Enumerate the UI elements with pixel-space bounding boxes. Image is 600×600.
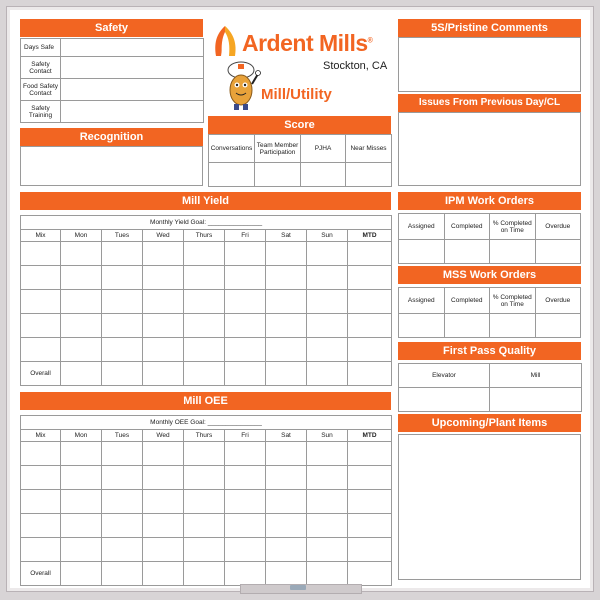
entry-cell[interactable] bbox=[184, 242, 225, 266]
monthly-goal-label[interactable]: Monthly OEE Goal: _______________ bbox=[21, 416, 392, 430]
entry-cell[interactable] bbox=[21, 266, 61, 290]
overall-cell[interactable] bbox=[102, 562, 143, 586]
fpq-column-header: Elevator bbox=[399, 364, 490, 388]
overall-cell[interactable] bbox=[61, 362, 102, 386]
day-column-header: Wed bbox=[143, 230, 184, 242]
entry-cell[interactable] bbox=[184, 538, 225, 562]
board-title: Mill/Utility bbox=[261, 86, 332, 103]
work-order-cell[interactable] bbox=[444, 314, 490, 338]
entry-cell[interactable] bbox=[266, 466, 307, 490]
entry-cell[interactable] bbox=[184, 338, 225, 362]
ipm-header: IPM Work Orders bbox=[398, 192, 581, 210]
entry-cell[interactable] bbox=[61, 538, 102, 562]
overall-cell[interactable] bbox=[266, 362, 307, 386]
work-order-column-header: Completed bbox=[444, 214, 490, 240]
entry-cell[interactable] bbox=[348, 290, 392, 314]
overall-cell[interactable] bbox=[348, 362, 392, 386]
entry-cell[interactable] bbox=[225, 490, 266, 514]
mill-oee-header: Mill OEE bbox=[20, 392, 391, 410]
fpq-cell[interactable] bbox=[399, 388, 490, 412]
work-order-column-header: Assigned bbox=[399, 288, 445, 314]
entry-cell[interactable] bbox=[348, 466, 392, 490]
entry-cell[interactable] bbox=[143, 466, 184, 490]
entry-cell[interactable] bbox=[307, 290, 348, 314]
entry-cell[interactable] bbox=[348, 266, 392, 290]
entry-cell[interactable] bbox=[61, 314, 102, 338]
recognition-box[interactable] bbox=[20, 146, 203, 186]
entry-cell[interactable] bbox=[307, 314, 348, 338]
fpq-column-header: Mill bbox=[490, 364, 582, 388]
overall-label: Overall bbox=[21, 562, 61, 586]
monthly-goal-label[interactable]: Monthly Yield Goal: _______________ bbox=[21, 216, 392, 230]
day-column-header: Wed bbox=[143, 430, 184, 442]
entry-cell[interactable] bbox=[348, 314, 392, 338]
entry-cell[interactable] bbox=[307, 466, 348, 490]
entry-cell[interactable] bbox=[225, 466, 266, 490]
entry-cell[interactable] bbox=[102, 490, 143, 514]
entry-cell[interactable] bbox=[307, 266, 348, 290]
entry-cell[interactable] bbox=[143, 338, 184, 362]
work-order-column-header: Overdue bbox=[535, 214, 581, 240]
entry-cell[interactable] bbox=[143, 538, 184, 562]
entry-cell[interactable] bbox=[184, 466, 225, 490]
overall-cell[interactable] bbox=[143, 362, 184, 386]
mill-oee-table bbox=[20, 415, 392, 586]
entry-cell[interactable] bbox=[21, 442, 61, 466]
entry-cell[interactable] bbox=[61, 490, 102, 514]
work-order-cell[interactable] bbox=[399, 240, 445, 264]
entry-cell[interactable] bbox=[225, 242, 266, 266]
entry-cell[interactable] bbox=[266, 338, 307, 362]
work-order-cell[interactable] bbox=[490, 240, 536, 264]
entry-cell[interactable] bbox=[61, 442, 102, 466]
score-cell[interactable] bbox=[255, 163, 301, 187]
day-column-header: Mon bbox=[61, 430, 102, 442]
entry-cell[interactable] bbox=[266, 314, 307, 338]
entry-cell[interactable] bbox=[307, 338, 348, 362]
overall-cell[interactable] bbox=[225, 362, 266, 386]
work-order-column-header: % Completed on Time bbox=[490, 288, 536, 314]
overall-cell[interactable] bbox=[348, 562, 392, 586]
entry-cell[interactable] bbox=[102, 338, 143, 362]
mss-table bbox=[398, 287, 581, 338]
marker-icon[interactable] bbox=[290, 585, 306, 590]
fpq-header: First Pass Quality bbox=[398, 342, 581, 360]
entry-cell[interactable] bbox=[266, 538, 307, 562]
table-row bbox=[21, 290, 392, 314]
entry-cell[interactable] bbox=[143, 266, 184, 290]
day-column-header: Mix bbox=[21, 430, 61, 442]
entry-cell[interactable] bbox=[21, 466, 61, 490]
work-order-column-header: Overdue bbox=[535, 288, 581, 314]
safety-row-label: Days Safe bbox=[21, 39, 61, 57]
score-header: Score bbox=[208, 116, 391, 134]
entry-cell[interactable] bbox=[266, 442, 307, 466]
logo-area bbox=[206, 20, 391, 110]
entry-cell[interactable] bbox=[225, 314, 266, 338]
day-column-header: Fri bbox=[225, 230, 266, 242]
ipm-table bbox=[398, 213, 581, 264]
day-column-header: Thurs bbox=[184, 230, 225, 242]
entry-cell[interactable] bbox=[184, 490, 225, 514]
day-column-header: Sat bbox=[266, 430, 307, 442]
entry-cell[interactable] bbox=[307, 442, 348, 466]
day-column-header: Sun bbox=[307, 430, 348, 442]
comments-5s-box[interactable] bbox=[398, 37, 581, 92]
score-column-header: Team Member Participation bbox=[255, 135, 301, 163]
overall-cell[interactable] bbox=[307, 562, 348, 586]
safety-value-cell[interactable] bbox=[61, 101, 204, 123]
entry-cell[interactable] bbox=[225, 514, 266, 538]
brand-name: Ardent Mills® bbox=[242, 30, 373, 56]
mill-yield-table bbox=[20, 215, 392, 386]
safety-row-label: Food Safety Contact bbox=[21, 79, 61, 101]
entry-cell[interactable] bbox=[102, 514, 143, 538]
mss-header: MSS Work Orders bbox=[398, 266, 581, 284]
entry-cell[interactable] bbox=[307, 538, 348, 562]
entry-cell[interactable] bbox=[184, 266, 225, 290]
entry-cell[interactable] bbox=[143, 490, 184, 514]
entry-cell[interactable] bbox=[102, 314, 143, 338]
table-row bbox=[21, 514, 392, 538]
upcoming-box[interactable] bbox=[398, 434, 581, 580]
entry-cell[interactable] bbox=[21, 514, 61, 538]
entry-cell[interactable] bbox=[21, 314, 61, 338]
score-column-header: Near Misses bbox=[346, 135, 392, 163]
day-column-header: Tues bbox=[102, 430, 143, 442]
table-row bbox=[21, 490, 392, 514]
safety-value-cell[interactable] bbox=[61, 79, 204, 101]
entry-cell[interactable] bbox=[61, 466, 102, 490]
entry-cell[interactable] bbox=[225, 290, 266, 314]
table-row bbox=[21, 266, 392, 290]
issues-box[interactable] bbox=[398, 112, 581, 186]
score-column-header: PJHA bbox=[301, 135, 346, 163]
overall-cell[interactable] bbox=[184, 362, 225, 386]
overall-label: Overall bbox=[21, 362, 61, 386]
table-row bbox=[21, 338, 392, 362]
entry-cell[interactable] bbox=[102, 266, 143, 290]
entry-cell[interactable] bbox=[61, 242, 102, 266]
table-row bbox=[21, 242, 392, 266]
entry-cell[interactable] bbox=[266, 290, 307, 314]
entry-cell[interactable] bbox=[21, 290, 61, 314]
comments-5s-header: 5S/Pristine Comments bbox=[398, 19, 581, 37]
day-column-header: Sun bbox=[307, 230, 348, 242]
entry-cell[interactable] bbox=[225, 266, 266, 290]
work-order-cell[interactable] bbox=[490, 314, 536, 338]
entry-cell[interactable] bbox=[61, 290, 102, 314]
entry-cell[interactable] bbox=[307, 490, 348, 514]
day-column-header: MTD bbox=[348, 430, 392, 442]
entry-cell[interactable] bbox=[307, 242, 348, 266]
entry-cell[interactable] bbox=[21, 538, 61, 562]
work-order-cell[interactable] bbox=[535, 240, 581, 264]
entry-cell[interactable] bbox=[61, 266, 102, 290]
table-row bbox=[21, 314, 392, 338]
entry-cell[interactable] bbox=[225, 442, 266, 466]
entry-cell[interactable] bbox=[61, 338, 102, 362]
work-order-cell[interactable] bbox=[399, 314, 445, 338]
location-label: Stockton, CA bbox=[323, 60, 388, 72]
entry-cell[interactable] bbox=[143, 314, 184, 338]
safety-row-label: Safety Training bbox=[21, 101, 61, 123]
entry-cell[interactable] bbox=[225, 538, 266, 562]
fpq-table bbox=[398, 363, 582, 412]
entry-cell[interactable] bbox=[102, 242, 143, 266]
entry-cell[interactable] bbox=[184, 314, 225, 338]
entry-cell[interactable] bbox=[21, 490, 61, 514]
overall-cell[interactable] bbox=[143, 562, 184, 586]
entry-cell[interactable] bbox=[143, 242, 184, 266]
entry-cell[interactable] bbox=[102, 290, 143, 314]
score-cell[interactable] bbox=[209, 163, 255, 187]
entry-cell[interactable] bbox=[102, 466, 143, 490]
entry-cell[interactable] bbox=[266, 490, 307, 514]
entry-cell[interactable] bbox=[184, 514, 225, 538]
day-column-header: Thurs bbox=[184, 430, 225, 442]
entry-cell[interactable] bbox=[143, 514, 184, 538]
issues-header: Issues From Previous Day/CL bbox=[398, 94, 581, 112]
overall-cell[interactable] bbox=[307, 362, 348, 386]
day-column-header: Fri bbox=[225, 430, 266, 442]
work-order-cell[interactable] bbox=[444, 240, 490, 264]
day-column-header: Tues bbox=[102, 230, 143, 242]
day-column-header: Mix bbox=[21, 230, 61, 242]
day-column-header: MTD bbox=[348, 230, 392, 242]
mill-yield-header: Mill Yield bbox=[20, 192, 391, 210]
score-cell[interactable] bbox=[301, 163, 346, 187]
entry-cell[interactable] bbox=[143, 442, 184, 466]
entry-cell[interactable] bbox=[21, 242, 61, 266]
day-column-header: Sat bbox=[266, 230, 307, 242]
mascot-icon bbox=[220, 60, 262, 112]
entry-cell[interactable] bbox=[102, 538, 143, 562]
safety-value-cell[interactable] bbox=[61, 39, 204, 57]
entry-cell[interactable] bbox=[348, 490, 392, 514]
work-order-column-header: % Completed on Time bbox=[490, 214, 536, 240]
entry-cell[interactable] bbox=[348, 338, 392, 362]
work-order-column-header: Completed bbox=[444, 288, 490, 314]
entry-cell[interactable] bbox=[307, 514, 348, 538]
entry-cell[interactable] bbox=[266, 242, 307, 266]
fpq-cell[interactable] bbox=[490, 388, 582, 412]
safety-table bbox=[20, 38, 204, 123]
recognition-header: Recognition bbox=[20, 128, 203, 146]
entry-cell[interactable] bbox=[266, 266, 307, 290]
safety-row-label: Safety Contact bbox=[21, 57, 61, 79]
entry-cell[interactable] bbox=[225, 338, 266, 362]
wheat-logo-icon bbox=[210, 24, 240, 58]
entry-cell[interactable] bbox=[348, 242, 392, 266]
entry-cell[interactable] bbox=[348, 442, 392, 466]
upcoming-header: Upcoming/Plant Items bbox=[398, 414, 581, 432]
overall-cell[interactable] bbox=[225, 562, 266, 586]
overall-cell[interactable] bbox=[102, 362, 143, 386]
entry-cell[interactable] bbox=[348, 514, 392, 538]
entry-cell[interactable] bbox=[184, 442, 225, 466]
entry-cell[interactable] bbox=[348, 538, 392, 562]
score-table bbox=[208, 134, 392, 187]
entry-cell[interactable] bbox=[266, 514, 307, 538]
table-row bbox=[21, 538, 392, 562]
entry-cell[interactable] bbox=[143, 290, 184, 314]
day-column-header: Mon bbox=[61, 230, 102, 242]
overall-cell[interactable] bbox=[266, 562, 307, 586]
entry-cell[interactable] bbox=[21, 338, 61, 362]
entry-cell[interactable] bbox=[184, 290, 225, 314]
overall-cell[interactable] bbox=[61, 562, 102, 586]
work-order-cell[interactable] bbox=[535, 314, 581, 338]
safety-value-cell[interactable] bbox=[61, 57, 204, 79]
score-cell[interactable] bbox=[346, 163, 392, 187]
score-column-header: Conversations bbox=[209, 135, 255, 163]
overall-cell[interactable] bbox=[184, 562, 225, 586]
table-row bbox=[21, 442, 392, 466]
safety-header: Safety bbox=[20, 19, 203, 37]
entry-cell[interactable] bbox=[102, 442, 143, 466]
table-row bbox=[21, 466, 392, 490]
entry-cell[interactable] bbox=[61, 514, 102, 538]
work-order-column-header: Assigned bbox=[399, 214, 445, 240]
